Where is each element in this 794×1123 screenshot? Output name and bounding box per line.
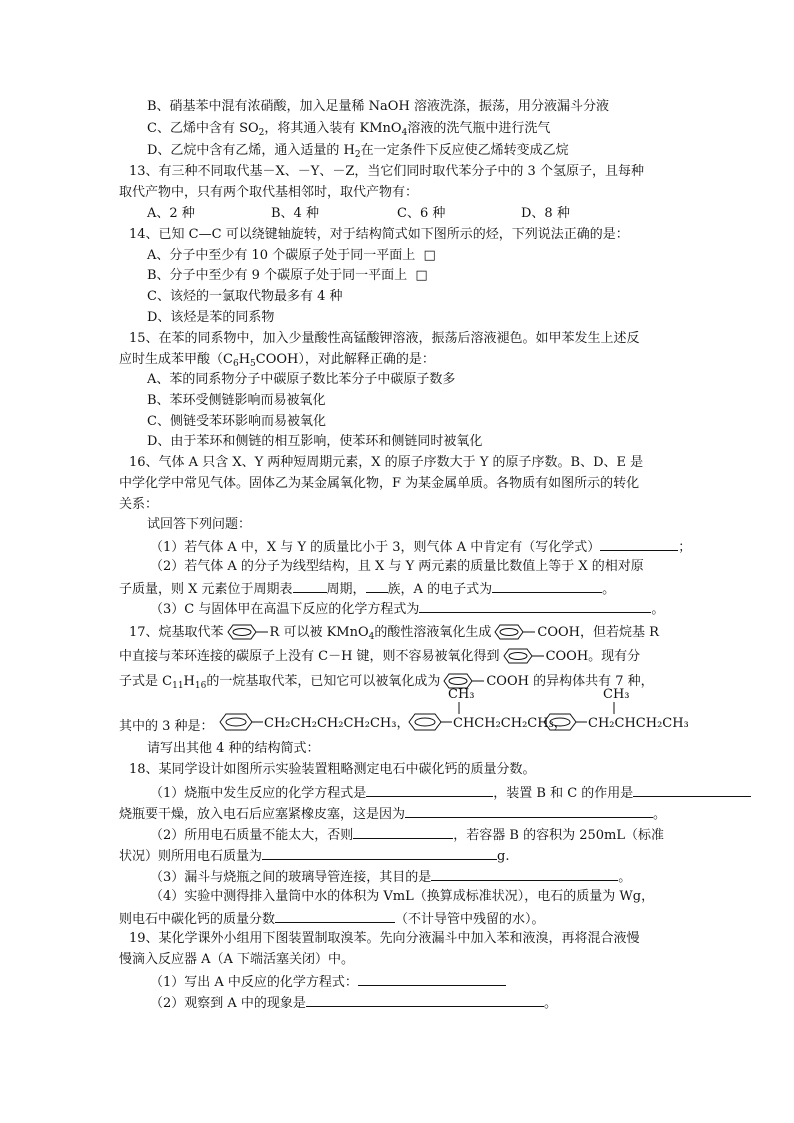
- q15-option-b: B、苯环受侧链影响而易被氧化: [147, 393, 326, 408]
- answer-blank[interactable]: [366, 784, 493, 797]
- q17-line2: 中直接与苯环连接的碳原子上没有 C－H 键，则不容易被氧化得到 COOH。现有分: [119, 648, 640, 669]
- answer-blank[interactable]: [431, 868, 618, 881]
- q19-stem-line2: 慢滴入反应器 A（A 下端活塞关闭）中。: [119, 952, 355, 967]
- q16-stem-line2: 中学化学中常见气体。固体乙为某金属氧化物，F 为某金属单质。各物质有如图所示的转化: [119, 476, 640, 491]
- q13-options: [147, 206, 570, 222]
- q14-option-b: B、分子中至少有 9 个碳原子处于同一平面上 □: [147, 268, 428, 283]
- q16-stem-line1: 16、气体 A 只含 X、Y 两种短周期元素，X 的原子序数大于 Y 的原子序数。B、D、E 是: [129, 455, 644, 470]
- answer-blank[interactable]: [366, 580, 388, 593]
- q15-option-d: D、由于苯环和侧链的相互影响，使苯环和侧链同时被氧化: [147, 434, 483, 449]
- q19-stem-line1: 19、某化学课外小组用下图装置制取溴苯。先向分液漏斗中加入苯和液溴，再将混合液慢: [129, 931, 640, 946]
- benzene-ring-icon: [491, 624, 537, 645]
- q18-part4-cont: 则电石中碳化钙的质量分数 （不计导管中残留的水）。: [119, 912, 545, 927]
- benzene-ring-icon: [224, 624, 270, 645]
- q16-part2-line2: 子质量，则 X 元素位于周期表 周期， 族，A 的电子式为 。: [119, 582, 616, 597]
- q18-part4: （4）实验中测得排入量筒中水的体积为 VmL（换算成标准状况），电石的质量为 Wg，: [150, 889, 655, 904]
- q12-option-b: B、硝基苯中混有浓硝酸，加入足量稀 NaOH 溶液洗涤，振荡，用分液漏斗分液: [147, 99, 609, 114]
- q18-stem: 18、某同学设计如图所示实验装置粗略测定电石中碳化钙的质量分数。: [129, 762, 536, 777]
- structure-2: CHCH₂CH₂CH₃，: [405, 713, 567, 736]
- q17-ask: 请写出其他 4 种的结构简式：: [147, 741, 320, 756]
- q19-part2: （2）观察到 A 中的现象是 。: [150, 996, 557, 1011]
- q12-option-d: D、乙烷中含有乙烯，通入适量的 $H_2$在一定条件下反应使乙烯转变成乙烷: [147, 143, 569, 160]
- q15-stem-line1: 15、在苯的同系物中，加入少量酸性高锰酸钾溶液，振荡后溶液褪色。如甲苯发生上述反: [129, 331, 640, 346]
- q17-line3: 子式是 $C_{11}H_{16}$的一烷基取代苯，已知它可以被氧化成为 COOH 的异构体共有 7 种，: [119, 673, 654, 694]
- answer-blank[interactable]: [419, 600, 651, 613]
- q17-line1: 17、烷基取代苯 R 可以被 KMnO$_4$的酸性溶液氧化生成 COOH，但若烷基 R: [129, 624, 659, 645]
- q13-option-d: D、8 种: [521, 206, 570, 221]
- checkbox-glyph: □: [415, 268, 428, 283]
- structure-3: [540, 713, 689, 736]
- q13-stem-line1: 13、有三种不同取代基－X、－Y、－Z，当它们同时取代苯分子中的 3 个氢原子，且每种: [129, 164, 644, 179]
- answer-blank[interactable]: [492, 580, 602, 593]
- benzene-ring-icon: [500, 648, 546, 669]
- q16-stem-line3: 关系：: [119, 497, 159, 512]
- q14-option-c: C、该烃的一氯取代物最多有 4 种: [147, 289, 343, 304]
- q18-part2-cont: 状况）则所用电石质量为 g.: [119, 849, 510, 864]
- q15-option-a: A、苯的同系物分子中碳原子数比苯分子中碳原子数多: [147, 372, 456, 387]
- q18-part1: （1）烧瓶中发生反应的化学方程式是 ，装置 B 和 C 的作用是: [150, 784, 751, 802]
- checkbox-glyph: □: [423, 248, 436, 263]
- q17-line4-label: 其中的 3 种是：: [119, 719, 214, 734]
- benzene-ring-icon: [405, 713, 453, 736]
- answer-blank[interactable]: [262, 847, 497, 860]
- q16-part3: （3）C 与固体甲在高温下反应的化学方程式为 。: [150, 602, 665, 617]
- benzene-ring-icon: [216, 713, 264, 736]
- answer-blank[interactable]: [275, 910, 395, 923]
- q16-part1: （1）若气体 A 中，X 与 Y 的质量比小于 3，则气体 A 中肯定有（写化学式） ；: [150, 540, 692, 555]
- structure-1: CH₂CH₂CH₂CH₂CH₃，: [216, 713, 410, 736]
- q13-option-c: C、6 种: [397, 206, 446, 221]
- benzene-ring-icon: [540, 713, 588, 736]
- q12-option-c: C、乙烯中含有 $SO_2$，将其通入装有 KMnO$_4$溶液的洗气瓶中进行洗气: [147, 121, 551, 138]
- q16-intro: 试回答下列问题：: [147, 517, 252, 532]
- q18-part2: （2）所用电石质量不能太大，否则 ，若容器 B 的容积为 250mL（标准: [150, 828, 665, 843]
- answer-blank[interactable]: [353, 826, 453, 839]
- structure-3-methyl: CH₃: [603, 687, 630, 702]
- q15-option-c: C、侧链受苯环影响而易被氧化: [147, 414, 326, 429]
- q18-part3: （3）漏斗与烧瓶之间的玻璃导管连接，其目的是 。: [150, 870, 632, 885]
- structure-2-methyl: CH₃: [448, 687, 475, 702]
- q14-stem: 14、已知 C—C 可以绕键轴旋转，对于结构简式如下图所示的烃，下列说法正确的是：: [129, 227, 629, 242]
- q14-option-d: D、该烃是苯的同系物: [147, 310, 275, 325]
- q13-option-b: B、4 种: [271, 206, 319, 221]
- answer-blank[interactable]: [358, 973, 506, 986]
- structure-1-chain: CH₂CH₂CH₂CH₂CH₃: [264, 716, 397, 731]
- q18-part1-cont: 烧瓶要干燥，放入电石后应塞紧橡皮塞，这是因为 。: [119, 807, 667, 822]
- answer-blank[interactable]: [405, 805, 653, 818]
- q19-part1: （1）写出 A 中反应的化学方程式：: [150, 973, 506, 991]
- q13-stem-line2: 取代产物中，只有两个取代基相邻时，取代产物有：: [119, 185, 419, 200]
- q13-option-a: A、2 种: [147, 206, 195, 221]
- answer-blank[interactable]: [306, 994, 544, 1007]
- q14-option-a: A、分子中至少有 10 个碳原子处于同一平面上 □: [147, 248, 436, 263]
- answer-blank[interactable]: [633, 784, 751, 797]
- q15-stem-line2: 应时生成苯甲酸$(C_6H_5COOH)$，对此解释正确的是：: [119, 352, 435, 369]
- structure-2-chain: CHCH₂CH₂CH₃: [453, 716, 554, 731]
- q16-part2-line1: （2）若气体 A 的分子为线型结构，且 X 与 Y 两元素的质量比数值上等于 X 的相对原: [150, 559, 644, 574]
- structure-3-chain: CH₂CHCH₂CH₃: [588, 716, 689, 731]
- answer-blank[interactable]: [293, 580, 327, 593]
- answer-blank[interactable]: [600, 538, 678, 551]
